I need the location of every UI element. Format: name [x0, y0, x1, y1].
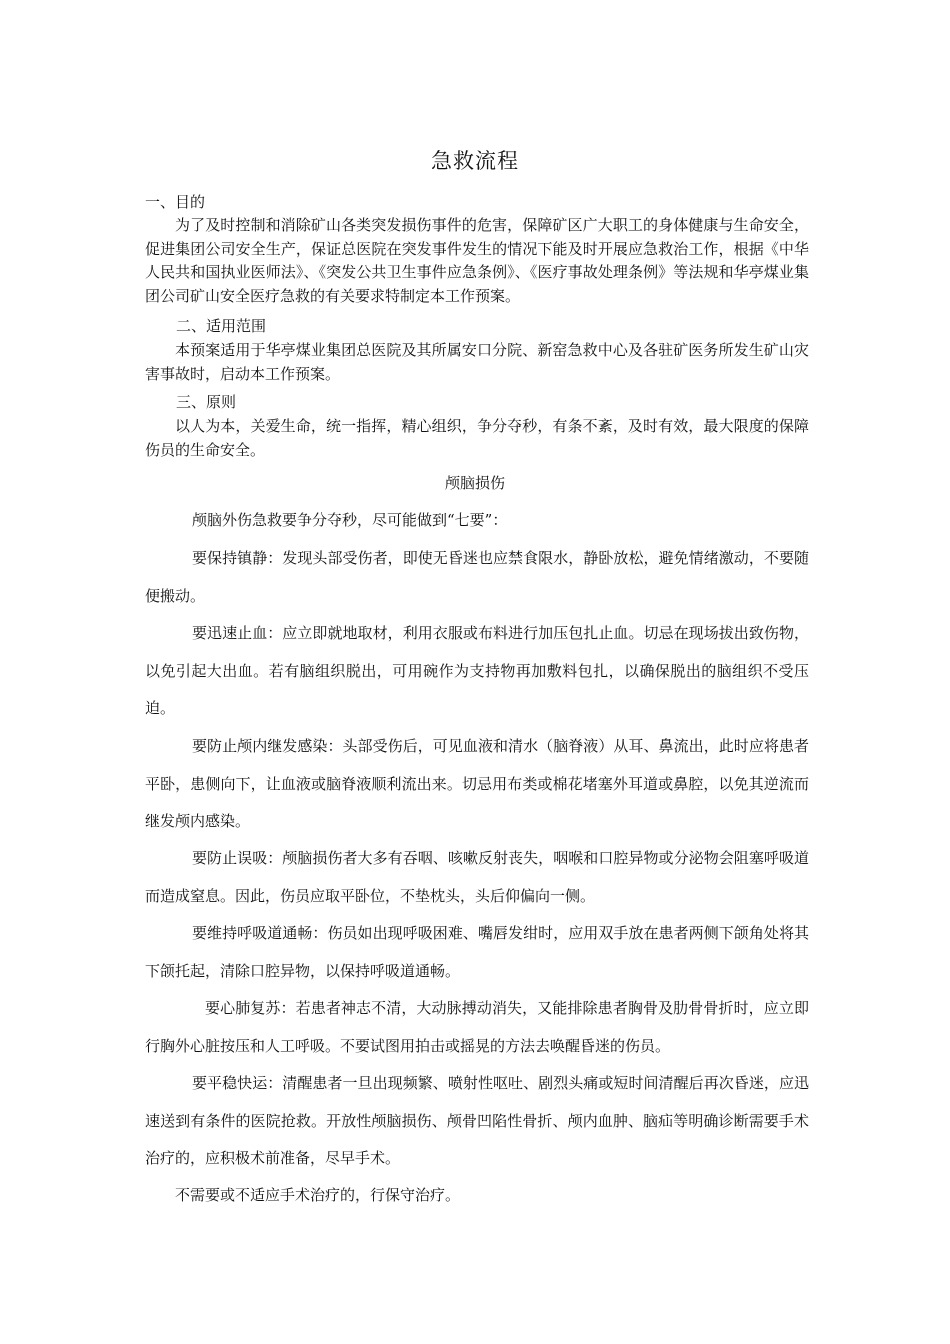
injury-item-7: 要平稳快运：清醒患者一旦出现频繁、喷射性呕吐、剧烈头痛或短时间清醒后再次昏迷，应迅速送到有条件的医院抢救。开放性颅脑损伤、颅骨凹陷性骨折、颅内血肿、脑疝等明确诊断需要手术治疗的，应积极术前准备，尽早手术。	[145, 1074, 809, 1167]
section-text-purpose: 为了及时控制和消除矿山各类突发损伤事件的危害，保障矿区广大职工的身体健康与生命安全，促进集团公司安全生产，保证总医院在突发事件发生的情况下能及时开展应急救治工作，根据《中华人民共和国执业医师法》、《突发公共卫生事件应急条例》、《医疗事故处理条例》等法规和华亭煤业集团公司矿山安全医疗急救的有关要求特制定本工作预案。	[145, 216, 809, 305]
section-heading-purpose: 一、目的	[145, 193, 206, 211]
injury-closing: 不需要或不适应手术治疗的，行保守治疗。	[175, 1186, 461, 1204]
section-heading-principle: 三、原则	[176, 393, 237, 411]
injury-item-2: 要迅速止血：应立即就地取材，利用衣服或布料进行加压包扎止血。切忌在现场拔出致伤物，以免引起大出血。若有脑组织脱出，可用碗作为支持物再加敷料包扎，以确保脱出的脑组织不受压迫。	[145, 624, 809, 717]
injury-item-5: 要维持呼吸道通畅：伤员如出现呼吸困难、嘴唇发绀时，应用双手放在患者两侧下颌角处将其下颌托起，清除口腔异物，以保持呼吸道通畅。	[145, 924, 809, 980]
injury-item-6: 要心肺复苏：若患者神志不清，大动脉搏动消失，又能排除患者胸骨及肋骨骨折时，应立即行胸外心脏按压和人工呼吸。不要试图用拍击或摇晃的方法去唤醒昏迷的伤员。	[145, 999, 809, 1055]
section-heading-scope: 二、适用范围	[176, 317, 267, 335]
section-text-scope: 本预案适用于华亭煤业集团总医院及其所属安口分院、新窑急救中心及各驻矿医务所发生矿山灾害事故时，启动本工作预案。	[145, 341, 809, 383]
injury-item-1: 要保持镇静：发现头部受伤者，即使无昏迷也应禁食限水，静卧放松，避免情绪激动，不要随便搬动。	[145, 549, 809, 605]
document-title: 急救流程	[431, 149, 519, 173]
injury-subtitle: 颅脑损伤	[444, 474, 505, 492]
injury-item-4: 要防止误吸：颅脑损伤者大多有吞咽、咳嗽反射丧失，咽喉和口腔异物或分泌物会阻塞呼吸道而造成窒息。因此，伤员应取平卧位，不垫枕头，头后仰偏向一侧。	[145, 849, 809, 905]
injury-intro: 颅脑外伤急救要争分夺秒，尽可能做到“七要”：	[192, 511, 508, 529]
section-text-principle: 以人为本，关爱生命，统一指挥，精心组织，争分夺秒，有条不紊，及时有效，最大限度的保障伤员的生命安全。	[145, 417, 809, 459]
injury-item-3: 要防止颅内继发感染：头部受伤后，可见血液和清水（脑脊液）从耳、鼻流出，此时应将患者平卧，患侧向下，让血液或脑脊液顺利流出来。切忌用布类或棉花堵塞外耳道或鼻腔，以免其逆流而继发颅内感染。	[145, 737, 809, 830]
